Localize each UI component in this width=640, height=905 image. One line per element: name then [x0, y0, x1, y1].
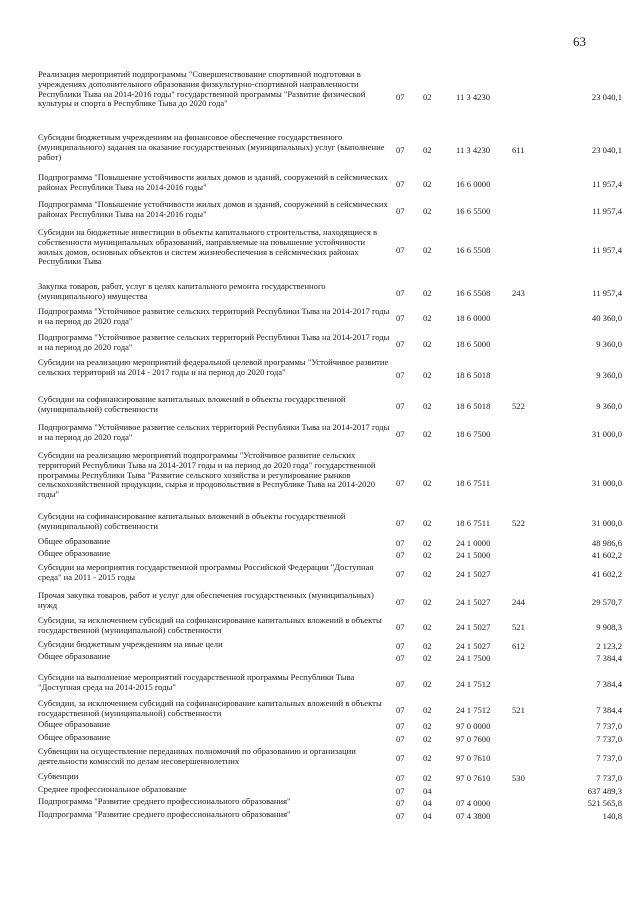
section-code: 07 [396, 428, 405, 439]
subsection-code: 02 [423, 641, 432, 651]
section-code: 07 [396, 798, 405, 808]
amount-value: 7 737,0 [596, 734, 622, 744]
section-code: 07 [396, 653, 405, 663]
subsection-code: 02 [423, 369, 432, 380]
row-description: Среднее профессиональное образование [38, 784, 187, 794]
amount-value: 31 000,0 [591, 517, 622, 528]
row-description: Подпрограмма "Повышение устойчивости жилых домов и зданий, сооружений в сейсмических районах Республики Тыва на 2014-2016 годы" [38, 172, 388, 192]
target-article-code: 24 1 0000 [456, 538, 491, 548]
expense-type-code: 521 [512, 704, 525, 715]
row-description: Субсидии бюджетным учреждениям на финансовое обеспечение государственного (муниципального) задания на оказание государственных (муниципальных) услуг (выполнение работ) [38, 132, 385, 162]
target-article-code: 16 6 5508 [456, 244, 491, 255]
target-article-code: 07 4 3800 [456, 811, 491, 821]
row-description: Субсидии на реализацию мероприятий подпрограммы "Устойчивое развитие сельских территорий Республики Тыва на 2014-2017 годы и на период до 2020 года" государственной программы Республики Тыва "Развитие сельского хозяйства и регулирование рынков сельскохозяйственной продукции, сырья и продовольствия в Республике Тыва на 2014-2020 годы" [38, 450, 376, 500]
amount-value: 9 908,3 [596, 621, 622, 632]
target-article-code: 97 0 0000 [456, 721, 491, 731]
subsection-code: 02 [423, 568, 432, 579]
subsection-code: 02 [423, 678, 432, 689]
row-description: Субвенции на осуществление переданных полномочий по образованию и организации деятельности комиссий по делам несовершеннолетних [38, 746, 356, 766]
section-code: 07 [396, 811, 405, 821]
target-article-code: 16 6 5500 [456, 205, 491, 216]
target-article-code: 11 3 4230 [456, 144, 491, 155]
target-article-code: 18 6 5000 [456, 338, 491, 349]
row-description: Подпрограмма "Развитие среднего профессионального образования" [38, 796, 291, 806]
amount-value: 7 737,0 [596, 773, 622, 783]
amount-value: 11 957,4 [592, 287, 622, 298]
section-code: 07 [396, 568, 405, 579]
subsection-code: 02 [423, 144, 432, 155]
subsection-code: 02 [423, 704, 432, 715]
row-description: Закупка товаров, работ, услуг в целях капитального ремонта государственного (муниципального) имущества [38, 281, 326, 301]
subsection-code: 02 [423, 477, 432, 488]
target-article-code: 18 6 7511 [456, 517, 491, 528]
section-code: 07 [396, 550, 405, 560]
subsection-code: 02 [423, 621, 432, 632]
amount-value: 41 602,2 [591, 568, 622, 579]
target-article-code: 18 6 5018 [456, 369, 491, 380]
target-article-code: 24 1 7500 [456, 653, 491, 663]
section-code: 07 [396, 178, 405, 189]
amount-value: 521 565,8 [587, 798, 622, 808]
section-code: 07 [396, 400, 405, 411]
section-code: 07 [396, 786, 405, 796]
subsection-code: 02 [423, 91, 432, 102]
subsection-code: 04 [423, 811, 432, 821]
subsection-code: 02 [423, 338, 432, 349]
row-description: Подпрограмма "Повышение устойчивости жилых домов и зданий, сооружений в сейсмических районах Республики Тыва на 2014-2016 годы" [38, 199, 388, 219]
expense-type-code: 611 [512, 144, 525, 155]
amount-value: 9 360,0 [596, 369, 622, 380]
section-code: 07 [396, 721, 405, 731]
target-article-code: 11 3 4230 [456, 91, 491, 102]
section-code: 07 [396, 773, 405, 783]
row-description: Субсидии, за исключением субсидий на софинансирование капитальных вложений в объекты государственной (муниципальной) собственности [38, 698, 382, 718]
expense-type-code: 612 [512, 641, 525, 651]
amount-value: 11 957,4 [592, 205, 622, 216]
target-article-code: 16 6 5508 [456, 287, 491, 298]
section-code: 07 [396, 704, 405, 715]
target-article-code: 24 1 5027 [456, 596, 491, 607]
section-code: 07 [396, 596, 405, 607]
amount-value: 23 040,1 [591, 91, 622, 102]
target-article-code: 24 1 7512 [456, 678, 491, 689]
amount-value: 637 489,3 [587, 786, 622, 796]
target-article-code: 97 0 7610 [456, 752, 491, 763]
target-article-code: 24 1 5027 [456, 641, 491, 651]
amount-value: 41 602,2 [591, 550, 622, 560]
subsection-code: 02 [423, 752, 432, 763]
target-article-code: 24 1 5027 [456, 621, 491, 632]
subsection-code: 02 [423, 596, 432, 607]
amount-value: 48 986,6 [591, 538, 622, 548]
subsection-code: 02 [423, 178, 432, 189]
amount-value: 11 957,4 [592, 178, 622, 189]
target-article-code: 07 4 0000 [456, 798, 491, 808]
amount-value: 9 360,0 [596, 400, 622, 411]
subsection-code: 02 [423, 734, 432, 744]
row-description: Общее образование [38, 536, 111, 546]
target-article-code: 18 6 0000 [456, 312, 491, 323]
target-article-code: 16 6 0000 [456, 178, 491, 189]
section-code: 07 [396, 244, 405, 255]
subsection-code: 02 [423, 312, 432, 323]
expense-type-code: 522 [512, 400, 525, 411]
amount-value: 7 737,0 [596, 752, 622, 763]
row-description: Субсидии на софинансирование капитальных вложений в объекты государственной (муниципальной) собственности [38, 394, 346, 414]
row-description: Субсидии, за исключением субсидий на софинансирование капитальных вложений в объекты государственной (муниципальной) собственности [38, 615, 382, 635]
target-article-code: 24 1 5000 [456, 550, 491, 560]
row-description: Подпрограмма "Развитие среднего профессионального образования" [38, 809, 291, 819]
row-description: Общее образование [38, 732, 111, 742]
amount-value: 31 000,0 [591, 477, 622, 488]
amount-value: 7 384,4 [596, 653, 622, 663]
subsection-code: 02 [423, 538, 432, 548]
subsection-code: 04 [423, 798, 432, 808]
subsection-code: 02 [423, 653, 432, 663]
target-article-code: 97 0 7600 [456, 734, 491, 744]
target-article-code: 97 0 7610 [456, 773, 491, 783]
section-code: 07 [396, 678, 405, 689]
amount-value: 7 737,0 [596, 721, 622, 731]
page-number: 63 [573, 34, 586, 49]
section-code: 07 [396, 338, 405, 349]
amount-value: 7 384,4 [596, 704, 622, 715]
row-description: Субвенции [38, 771, 79, 781]
section-code: 07 [396, 734, 405, 744]
row-description: Подпрограмма "Устойчивое развитие сельских территорий Республики Тыва на 2014-2017 годы и на период до 2020 года" [38, 422, 390, 442]
row-description: Общее образование [38, 548, 111, 558]
subsection-code: 04 [423, 786, 432, 796]
section-code: 07 [396, 641, 405, 651]
section-code: 07 [396, 477, 405, 488]
section-code: 07 [396, 144, 405, 155]
section-code: 07 [396, 538, 405, 548]
subsection-code: 02 [423, 428, 432, 439]
row-description: Общее образование [38, 719, 111, 729]
subsection-code: 02 [423, 287, 432, 298]
expense-type-code: 522 [512, 517, 525, 528]
row-description: Реализация мероприятий подпрограммы "Совершенствование спортивной подготовки в учреждениях дополнительного образования физкультурно-спортивной направленности Республики Тыва на 2014-2016 годы" государственной программы "Развитие физической культуры и спорта в Республике Тыва до 2020 года" [38, 69, 366, 109]
amount-value: 31 000,0 [591, 428, 622, 439]
section-code: 07 [396, 752, 405, 763]
amount-value: 40 360,0 [591, 312, 622, 323]
subsection-code: 02 [423, 205, 432, 216]
subsection-code: 02 [423, 400, 432, 411]
amount-value: 23 040,1 [591, 144, 622, 155]
subsection-code: 02 [423, 517, 432, 528]
amount-value: 9 360,0 [596, 338, 622, 349]
section-code: 07 [396, 312, 405, 323]
expense-type-code: 530 [512, 773, 525, 783]
row-description: Субсидии на реализацию мероприятий федеральной целевой программы "Устойчивое развитие сельских территорий на 2014 - 2017 годы и на период до 2020 года" [38, 357, 389, 377]
amount-value: 11 957,4 [592, 244, 622, 255]
subsection-code: 02 [423, 550, 432, 560]
target-article-code: 24 1 5027 [456, 568, 491, 579]
target-article-code: 24 1 7512 [456, 704, 491, 715]
row-description: Субсидии на бюджетные инвестиции в объекты капитального строительства, находящиеся в собственности муниципальных образований, направляемые на повышение устойчивости жилых домов, основных объектов и систем жизнеобеспечения в сейсмических районах Республики Тыва [38, 227, 378, 267]
section-code: 07 [396, 287, 405, 298]
amount-value: 140,8 [602, 811, 622, 821]
row-description: Субсидии на выполнение мероприятий государственной программы Республики Тыва "Доступная среда на 2014-2015 годы" [38, 672, 355, 692]
row-description: Подпрограмма "Устойчивое развитие сельских территорий Республики Тыва на 2014-2017 годы и на период до 2020 года" [38, 332, 390, 352]
section-code: 07 [396, 621, 405, 632]
subsection-code: 02 [423, 721, 432, 731]
section-code: 07 [396, 517, 405, 528]
expense-type-code: 521 [512, 621, 525, 632]
amount-value: 2 123,2 [596, 641, 622, 651]
section-code: 07 [396, 91, 405, 102]
section-code: 07 [396, 205, 405, 216]
expense-type-code: 243 [512, 287, 525, 298]
row-description: Субсидии на софинансирование капитальных вложений в объекты государственной (муниципальной) собственности [38, 511, 346, 531]
row-description: Общее образование [38, 651, 111, 661]
expense-type-code: 244 [512, 596, 525, 607]
amount-value: 29 570,7 [591, 596, 622, 607]
target-article-code: 18 6 7500 [456, 428, 491, 439]
target-article-code: 18 6 5018 [456, 400, 491, 411]
subsection-code: 02 [423, 244, 432, 255]
row-description: Подпрограмма "Устойчивое развитие сельских территорий Республики Тыва на 2014-2017 годы и на период до 2020 года" [38, 306, 390, 326]
subsection-code: 02 [423, 773, 432, 783]
section-code: 07 [396, 369, 405, 380]
target-article-code: 18 6 7511 [456, 477, 491, 488]
amount-value: 7 384,4 [596, 678, 622, 689]
row-description: Прочая закупка товаров, работ и услуг для обеспечения государственных (муниципальных) нужд [38, 590, 374, 610]
row-description: Субсидии на мероприятия государственной программы Российской Федерации "Доступная среда" на 2011 - 2015 годы [38, 562, 374, 582]
row-description: Субсидии бюджетным учреждениям на иные цели [38, 639, 223, 649]
